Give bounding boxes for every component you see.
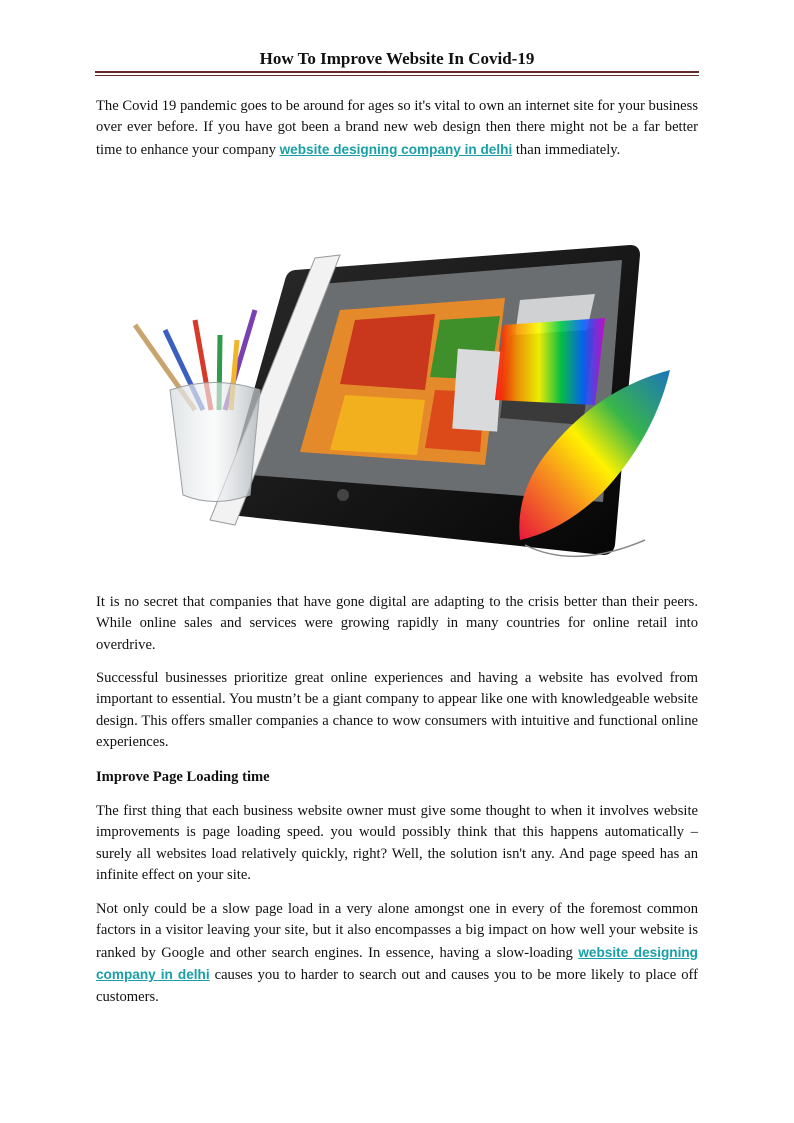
- color-swatch-panel: [495, 318, 605, 405]
- intro-paragraph: [96, 96, 698, 161]
- paragraph-digital: It is no secret that companies that have gone digital are adapting to the crisis better than their peers. While online sales and services were growing rapidly in many countries for online retail into overdrive.: [96, 594, 698, 653]
- paragraph-slow-load: [96, 899, 698, 1008]
- slow-load-link[interactable]: website designing company in delhi: [96, 944, 698, 983]
- paragraph-page-speed: The first thing that each business website owner must give some thought to when it involves website improvements is page loading speed. you would possibly think that this happens automatically – surely all websites load relatively quickly, right? Well, the solution isn't any. And page speed has an infinite effect on your site.: [96, 803, 698, 884]
- slow-load-text: Not only could be a slow page load in a very alone amongst one in every of the foremost common factors in a visitor leaving your site, but it also encompasses a big impact on how well your website is ranked by Google and other search engines. In essence, having a slow-loading: [96, 901, 698, 961]
- title-rule-thin: [95, 75, 699, 76]
- intro-text-end: than immediately.: [512, 141, 621, 158]
- pencil-glass-image: [135, 310, 260, 502]
- section-heading: Improve Page Loading time: [96, 769, 270, 785]
- intro-link[interactable]: website designing company in delhi: [279, 141, 513, 157]
- title-rule: [95, 71, 699, 73]
- intro-text: The Covid 19 pandemic goes to be around for ages so it's vital to own an internet site for your business over ever before. If you have got been a brand new web design then there might not be a far better time to enhance your company: [96, 98, 698, 158]
- page-title: How To Improve Website In Covid-19: [259, 49, 535, 68]
- paragraph-online-experiences: Successful businesses prioritize great online experiences and having a website has evolved from important to essential. You mustn’t be a giant company to appear like one with knowledgeable website design. This offers smaller companies a chance to wow consumers with intuitive and functional online experiences.: [96, 670, 698, 751]
- web-design-illustration: [125, 240, 685, 580]
- slow-load-text-end: causes you to harder to search out and causes you to be more likely to place off customers.: [96, 967, 698, 1005]
